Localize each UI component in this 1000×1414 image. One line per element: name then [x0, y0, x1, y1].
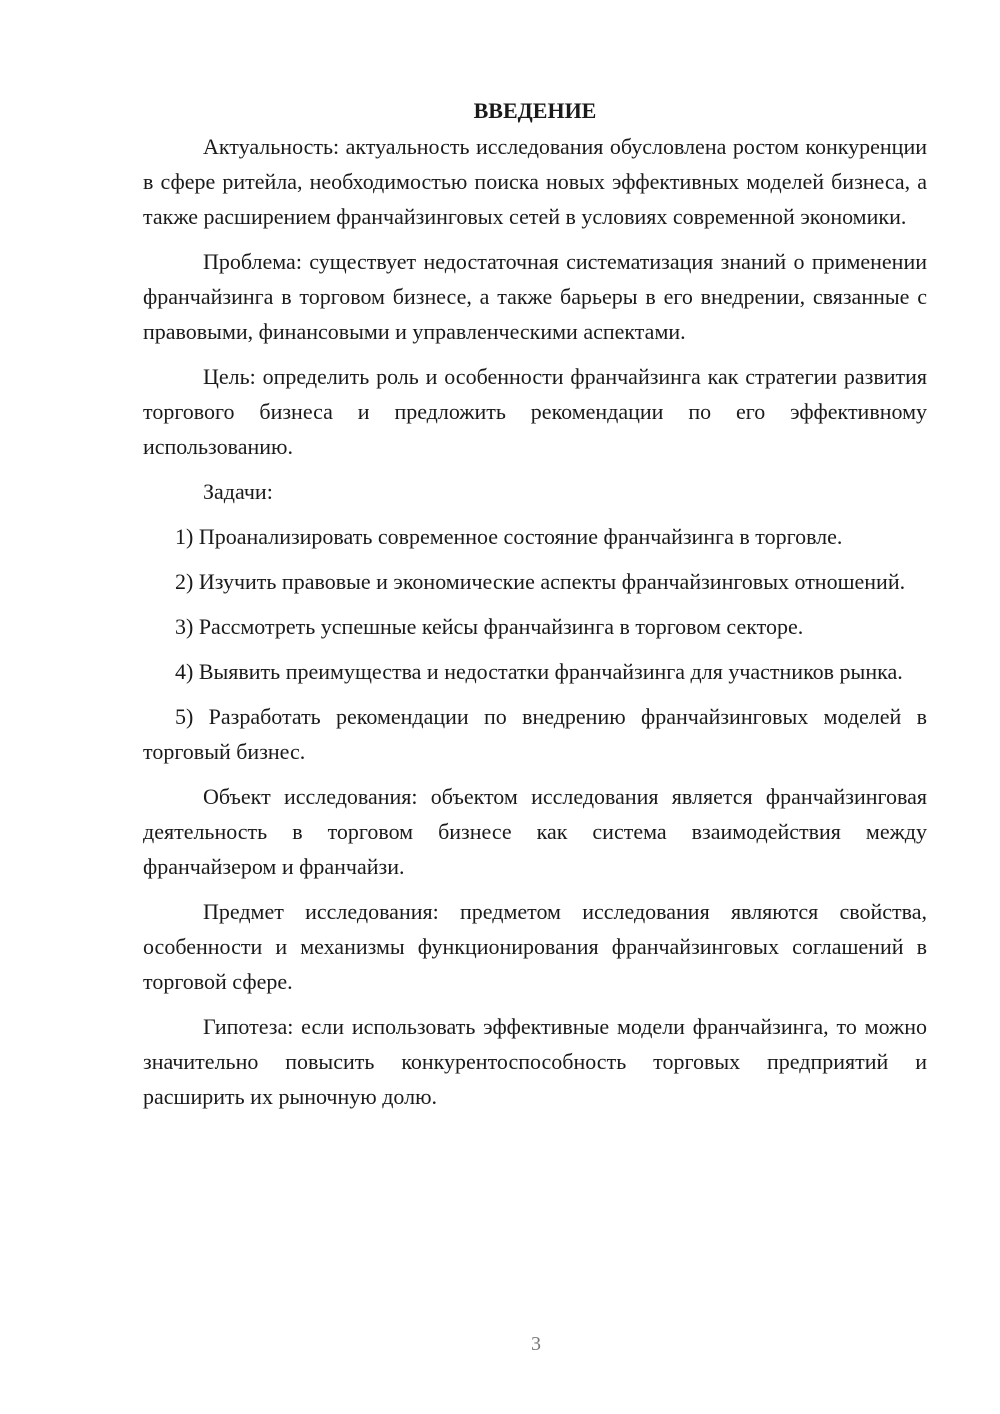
page-number: 3	[531, 1333, 541, 1355]
paragraph-object: Объект исследования: объектом исследования является франчайзинговая деятельность в торговом бизнесе как система взаимодействия между франчайзером и франчайзи.	[143, 784, 927, 879]
task-item-4: 4) Выявить преимущества и недостатки франчайзинга для участников рынка.	[175, 659, 903, 684]
task-item-3: 3) Рассмотреть успешные кейсы франчайзинга в торговом секторе.	[175, 614, 804, 639]
paragraph-goal: Цель: определить роль и особенности франчайзинга как стратегии развития торгового бизнеса и предложить рекомендации по его эффективному использованию.	[143, 364, 927, 459]
paragraph-problem: Проблема: существует недостаточная систематизация знаний о применении франчайзинга в торговом бизнесе, а также барьеры в его внедрении, связанные с правовыми, финансовыми и управленческими аспектами.	[143, 249, 927, 344]
paragraph-hypothesis: Гипотеза: если использовать эффективные модели франчайзинга, то можно значительно повысить конкурентоспособность торговых предприятий и расширить их рыночную долю.	[143, 1014, 927, 1109]
document-body	[143, 92, 927, 1124]
paragraph-subject: Предмет исследования: предметом исследования являются свойства, особенности и механизмы функционирования франчайзинговых соглашений в торговой сфере.	[143, 899, 927, 994]
paragraph-tasks-heading: Задачи:	[203, 479, 273, 504]
section-title: ВВЕДЕНИЕ	[473, 98, 597, 123]
paragraph-relevance: Актуальность: актуальность исследования обусловлена ростом конкуренции в сфере ритейла, необходимостью поиска новых эффективных моделей бизнеса, а также расширением франчайзинговых сетей в условиях современной экономики.	[143, 134, 927, 229]
task-item-5: 5) Разработать рекомендации по внедрению франчайзинговых моделей в торговый бизнес.	[143, 704, 927, 764]
task-item-2: 2) Изучить правовые и экономические аспекты франчайзинговых отношений.	[175, 569, 906, 594]
task-item-1: 1) Проанализировать современное состояние франчайзинга в торговле.	[175, 524, 843, 549]
